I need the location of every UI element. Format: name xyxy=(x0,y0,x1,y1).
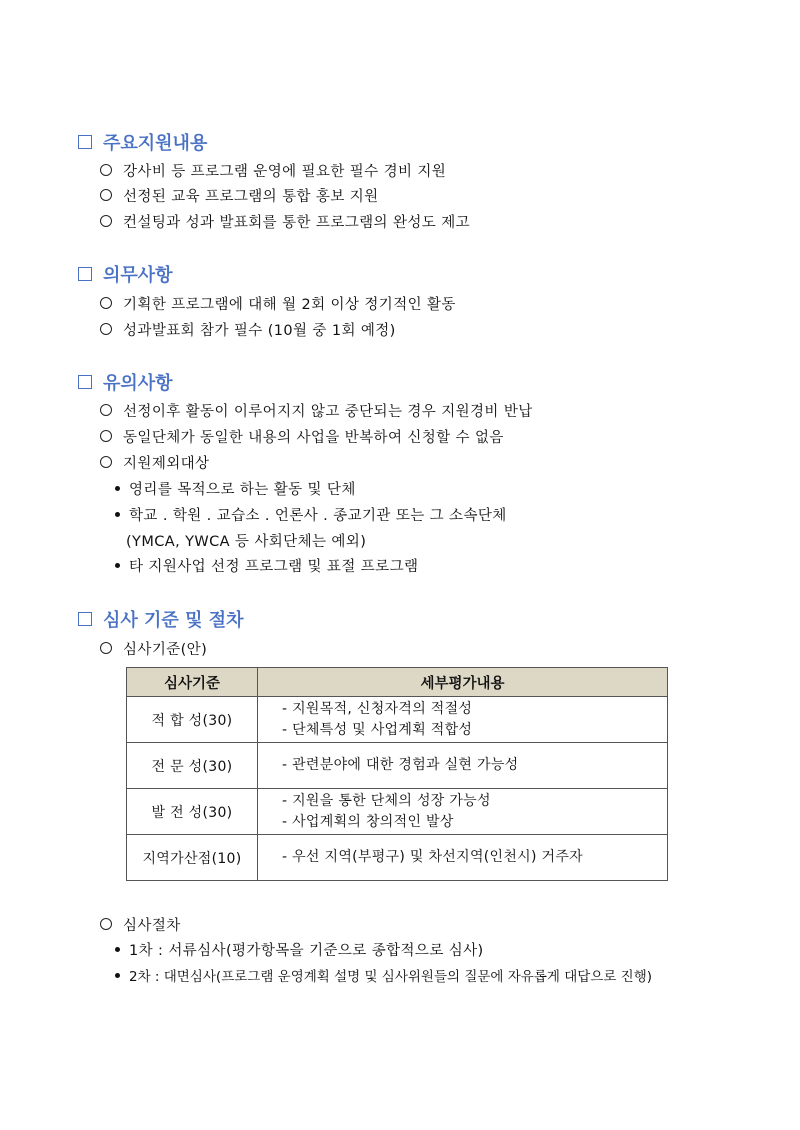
bullet-dot-icon xyxy=(115,512,120,517)
circle-outline-icon xyxy=(100,430,112,442)
circle-outline-icon xyxy=(100,215,112,227)
bullet-dot-icon xyxy=(115,973,120,978)
circle-outline-icon xyxy=(100,456,112,468)
procedure-step: 2차 : 대면심사(프로그램 운영계획 설명 및 심사위원들의 질문에 자유롭게 대답으로 진행) xyxy=(115,964,652,986)
section-heading-review xyxy=(78,606,244,632)
list-item: 강사비 등 프로그램 운영에 필요한 필수 경비 지원 xyxy=(100,159,446,181)
bullet-dot-icon xyxy=(115,947,120,952)
circle-outline-icon xyxy=(100,918,112,930)
circle-outline-icon xyxy=(100,164,112,176)
bullet-dot-icon xyxy=(115,563,120,568)
table-header-row xyxy=(127,668,668,697)
circle-outline-icon xyxy=(100,642,112,654)
square-outline-icon xyxy=(78,135,92,149)
procedure-label: 심사절차 xyxy=(100,913,181,935)
column-header: 세부평가내용 xyxy=(258,668,668,697)
criterion-cell: 발 전 성(30) xyxy=(127,789,258,835)
list-item: 선정이후 활동이 이루어지지 않고 중단되는 경우 지원경비 반납 xyxy=(100,399,533,421)
square-outline-icon xyxy=(78,267,92,281)
procedure-step: 1차 : 서류심사(평가항목을 기준으로 종합적으로 심사) xyxy=(115,938,484,960)
table-row xyxy=(127,743,668,789)
section-title: 심사 기준 및 절차 xyxy=(103,610,244,631)
details-cell: - 관련분야에 대한 경험과 실현 가능성 xyxy=(258,743,668,789)
exclusion-note: (YMCA, YWCA 등 사회단체는 예외) xyxy=(126,533,367,550)
circle-outline-icon xyxy=(100,189,112,201)
details-cell: - 지원목적, 신청자격의 적절성 - 단체특성 및 사업계획 적합성 xyxy=(258,697,668,743)
section-heading-duties xyxy=(78,261,173,287)
section-title: 주요지원내용 xyxy=(103,133,208,154)
section-heading-support xyxy=(78,129,207,155)
exclusion-item: 학교 . 학원 . 교습소 . 언론사 . 종교기관 또는 그 소속단체 xyxy=(115,503,507,525)
circle-outline-icon xyxy=(100,297,112,309)
circle-outline-icon xyxy=(100,323,112,335)
column-header: 심사기준 xyxy=(127,668,258,697)
list-item: 지원제외대상 xyxy=(100,451,209,473)
list-item: 동일단체가 동일한 내용의 사업을 반복하여 신청할 수 없음 xyxy=(100,425,504,447)
table-row xyxy=(127,789,668,835)
list-item: 기획한 프로그램에 대해 월 2회 이상 정기적인 활동 xyxy=(100,292,456,314)
list-item: 성과발표회 참가 필수 (10월 중 1회 예정) xyxy=(100,318,396,340)
criteria-table xyxy=(126,667,668,881)
section-heading-notes xyxy=(78,369,173,395)
criterion-cell: 적 합 성(30) xyxy=(127,697,258,743)
square-outline-icon xyxy=(78,612,92,626)
details-cell: - 지원을 통한 단체의 성장 가능성 - 사업계획의 창의적인 발상 xyxy=(258,789,668,835)
exclusion-item: 영리를 목적으로 하는 활동 및 단체 xyxy=(115,477,356,499)
exclusion-item: 타 지원사업 선정 프로그램 및 표절 프로그램 xyxy=(115,554,418,576)
section-title: 유의사항 xyxy=(103,373,173,394)
table-row xyxy=(127,835,668,881)
bullet-dot-icon xyxy=(115,486,120,491)
square-outline-icon xyxy=(78,375,92,389)
criterion-cell: 전 문 성(30) xyxy=(127,743,258,789)
circle-outline-icon xyxy=(100,404,112,416)
criteria-label: 심사기준(안) xyxy=(100,637,207,659)
criterion-cell: 지역가산점(10) xyxy=(127,835,258,881)
list-item: 선정된 교육 프로그램의 통합 홍보 지원 xyxy=(100,184,379,206)
table-row xyxy=(127,697,668,743)
list-item: 컨설팅과 성과 발표회를 통한 프로그램의 완성도 제고 xyxy=(100,210,470,232)
details-cell: - 우선 지역(부평구) 및 차선지역(인천시) 거주자 xyxy=(258,835,668,881)
section-title: 의무사항 xyxy=(103,265,173,286)
